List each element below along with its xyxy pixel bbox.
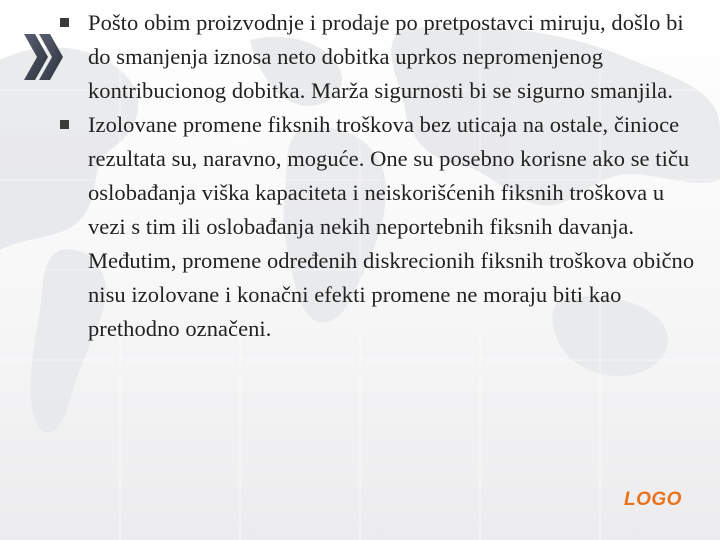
bullet-text: Izolovane promene fiksnih troškova bez uticaja na ostale, činioce rezultata su, naravno, moguće. One su posebno korisne ako se tiču oslobađanja viška kapaciteta i neiskorišćenih fiksnih troškova u vezi s tim ili oslobađanja nekih neportebnih fiksnih davanja. Međutim, promene određenih diskrecionih fiksnih troškova obično nisu izolovane i konačni efekti promene ne moraju biti kao prethodno označeni. xyxy=(88,112,695,341)
footer-logo: LOGO xyxy=(624,489,682,510)
bullet-text: Pošto obim proizvodnje i prodaje po pretpostavci miruju, došlo bi do smanjenja iznosa neto dobitka uprkos nepromenjenog kontribucionog dobitka. Marža sigurnosti bi se sigurno smanjila. xyxy=(88,10,684,103)
bullet-item xyxy=(56,6,696,108)
square-bullet-icon xyxy=(60,18,69,27)
bullet-item xyxy=(56,108,696,346)
slide-content xyxy=(56,6,696,346)
square-bullet-icon xyxy=(60,120,69,129)
